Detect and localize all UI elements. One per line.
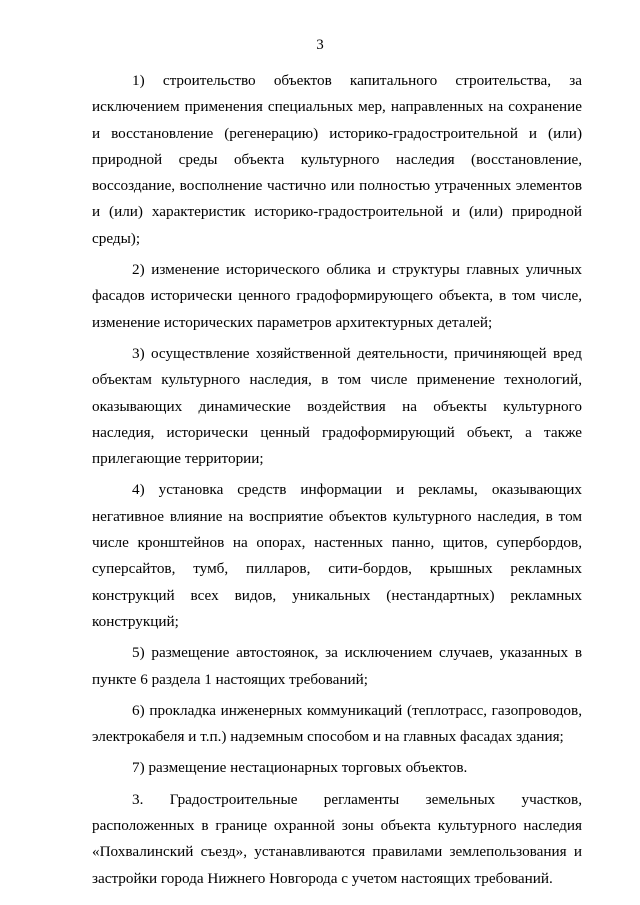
- document-body: [92, 68, 582, 892]
- paragraph-item-1: 1) строительство объектов капитального строительства, за исключением применения специальных мер, направленных на сохранение и восстановление (регенерацию) историко-градостроительной и (или) природной среды объекта культурного наследия (восстановление, воссоздание, восполнение частично или полностью утраченных элементов и (или) характеристик историко-градостроительной и (или) природной среды);: [92, 72, 582, 247]
- paragraph-item-3: 3) осуществление хозяйственной деятельности, причиняющей вред объектам культурного наследия, в том числе применение технологий, оказывающих динамические воздействия на объекты культурного наследия, исторически ценный градоформирующий объект, а также прилегающие территории;: [92, 344, 582, 468]
- paragraph-item-6: 6) прокладка инженерных коммуникаций (теплотрасс, газопроводов, электрокабеля и т.п.) надземным способом и на главных фасадах здания;: [92, 701, 582, 746]
- page-number: 3: [316, 37, 324, 53]
- paragraph-item-5: 5) размещение автостоянок, за исключением случаев, указанных в пункте 6 раздела 1 настоящих требований;: [92, 644, 582, 688]
- paragraph-item-7: 7) размещение нестационарных торговых объектов.: [132, 759, 468, 777]
- paragraph-item-4: 4) установка средств информации и рекламы, оказывающих негативное влияние на восприятие объектов культурного наследия, в том числе кронштейнов на опорах, настенных панно, щитов, супербордов, суперсайтов, тумб, пилларов, сити-бордов, крышных рекламных конструкций всех видов, уникальных (нестандартных) рекламных конструкций;: [92, 481, 582, 630]
- paragraph-section-3: 3. Градостроительные регламенты земельных участков, расположенных в границе охранной зоны объекта культурного наследия «Похвалинский съезд», устанавливаются правилами землепользования и застройки города Нижнего Новгорода с учетом настоящих требований.: [92, 790, 582, 887]
- paragraph-item-2: 2) изменение исторического облика и структуры главных уличных фасадов исторически ценного градоформирующего объекта, в том числе, изменение исторических параметров архитектурных деталей;: [92, 261, 582, 331]
